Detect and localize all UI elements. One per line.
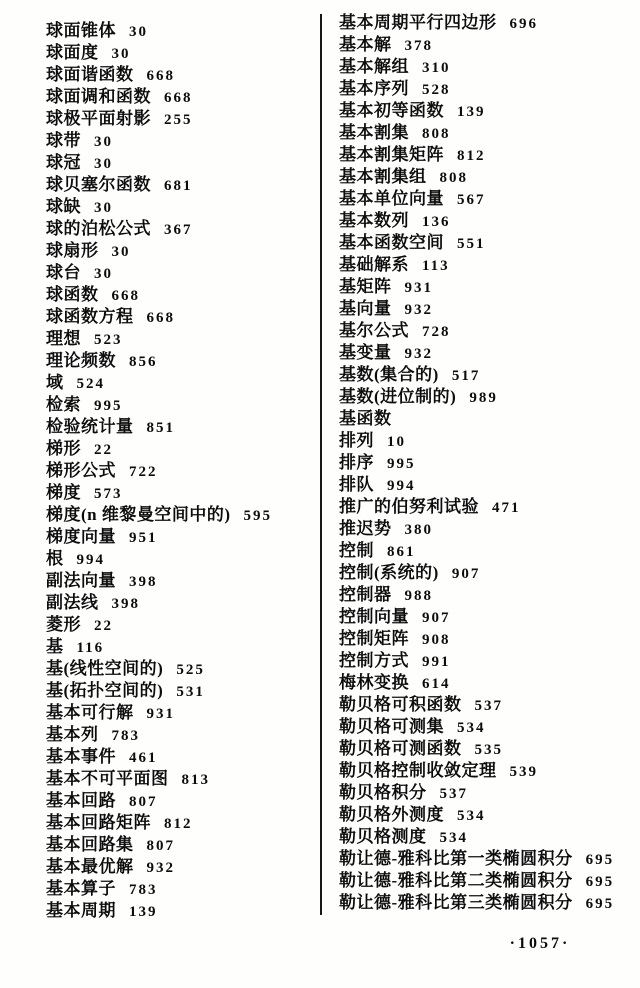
entry-term: 基本回路集 — [46, 835, 134, 854]
index-entry — [339, 430, 637, 452]
entry-page-number: 695 — [585, 896, 615, 912]
entry-term: 控制矩阵 — [339, 629, 409, 648]
entry-term: 基本回路矩阵 — [46, 813, 151, 832]
entry-page-number: 517 — [451, 368, 481, 384]
index-entry — [46, 174, 318, 196]
entry-page-number: 668 — [146, 68, 175, 84]
index-entry — [339, 870, 637, 892]
entry-page-number: 367 — [164, 222, 193, 238]
index-entry — [339, 584, 637, 606]
index-entry — [339, 364, 637, 386]
index-entry — [46, 702, 318, 724]
entry-term: 勒让德-雅科比第一类椭圆积分 — [339, 849, 573, 868]
index-entry — [46, 856, 318, 878]
entry-term: 基向量 — [339, 299, 392, 318]
index-column-left — [46, 20, 318, 922]
entry-term: 梯度向量 — [46, 527, 116, 546]
index-entry — [339, 474, 637, 496]
entry-term: 梯度(n 维黎曼空间中的) — [46, 505, 231, 524]
entry-page-number: 523 — [94, 332, 123, 348]
index-entry — [46, 86, 318, 108]
entry-page-number: 988 — [404, 588, 433, 604]
index-entry — [46, 812, 318, 834]
entry-page-number: 807 — [129, 794, 158, 810]
entry-term: 排队 — [339, 475, 374, 494]
index-entry — [339, 78, 637, 100]
entry-page-number: 595 — [243, 508, 273, 524]
index-entry — [339, 100, 637, 122]
entry-term: 勒贝格控制收敛定理 — [339, 761, 497, 780]
entry-page-number: 728 — [422, 324, 451, 340]
index-entry — [339, 144, 637, 166]
entry-page-number: 30 — [129, 24, 148, 40]
index-entry — [46, 724, 318, 746]
entry-page-number: 139 — [457, 104, 486, 120]
index-entry — [339, 562, 637, 584]
entry-term: 基本数列 — [339, 211, 409, 230]
entry-term: 基本序列 — [339, 79, 409, 98]
index-entry — [339, 848, 637, 870]
entry-page-number: 991 — [422, 654, 451, 670]
entry-term: 勒贝格可测函数 — [339, 739, 462, 758]
index-entry — [46, 108, 318, 130]
entry-page-number: 994 — [387, 478, 416, 494]
entry-page-number: 681 — [164, 178, 193, 194]
index-entry — [339, 672, 637, 694]
entry-term: 域 — [46, 373, 64, 392]
entry-term: 排序 — [339, 453, 374, 472]
entry-term: 基本不可平面图 — [46, 769, 169, 788]
entry-term: 勒贝格外测度 — [339, 805, 444, 824]
entry-page-number: 783 — [111, 728, 140, 744]
entry-page-number: 783 — [129, 882, 158, 898]
index-entry — [339, 496, 637, 518]
index-entry — [339, 540, 637, 562]
entry-page-number: 30 — [94, 200, 113, 216]
index-entry — [46, 834, 318, 856]
index-entry — [46, 746, 318, 768]
entry-term: 基础解系 — [339, 255, 409, 274]
entry-page-number: 310 — [422, 60, 451, 76]
entry-page-number: 551 — [457, 236, 486, 252]
entry-term: 梯度 — [46, 483, 81, 502]
index-entry — [339, 452, 637, 474]
entry-page-number: 908 — [422, 632, 451, 648]
index-entry — [339, 606, 637, 628]
entry-term: 勒让德-雅科比第三类椭圆积分 — [339, 893, 573, 912]
entry-page-number: 812 — [164, 816, 193, 832]
entry-term: 球的泊松公式 — [46, 219, 151, 238]
index-entry — [339, 694, 637, 716]
entry-term: 基本解组 — [339, 57, 409, 76]
entry-term: 基本解 — [339, 35, 392, 54]
entry-page-number: 668 — [164, 90, 193, 106]
entry-term: 基本单位向量 — [339, 189, 444, 208]
entry-page-number: 812 — [457, 148, 486, 164]
index-entry — [339, 716, 637, 738]
entry-page-number: 861 — [387, 544, 416, 560]
index-entry — [339, 760, 637, 782]
index-entry — [339, 342, 637, 364]
entry-term: 球扇形 — [46, 241, 99, 260]
entry-term: 控制 — [339, 541, 374, 560]
index-entry — [46, 284, 318, 306]
entry-term: 球面度 — [46, 43, 99, 62]
entry-page-number: 932 — [404, 346, 433, 362]
entry-term: 球贝塞尔函数 — [46, 175, 151, 194]
entry-term: 推迟势 — [339, 519, 392, 538]
index-entry — [46, 548, 318, 570]
entry-term: 勒贝格测度 — [339, 827, 427, 846]
entry-term: 球面锥体 — [46, 21, 116, 40]
entry-term: 勒贝格可积函数 — [339, 695, 462, 714]
entry-page-number: 995 — [387, 456, 416, 472]
entry-term: 球极平面射影 — [46, 109, 151, 128]
entry-page-number: 528 — [422, 82, 451, 98]
page-number: ·1057· — [509, 935, 571, 952]
entry-page-number: 398 — [129, 574, 158, 590]
index-entry — [339, 650, 637, 672]
entry-page-number: 531 — [176, 684, 205, 700]
entry-term: 基(线性空间的) — [46, 659, 164, 678]
index-entry — [339, 254, 637, 276]
entry-page-number: 539 — [509, 764, 538, 780]
entry-term: 勒贝格积分 — [339, 783, 427, 802]
entry-term: 基数(集合的) — [339, 365, 439, 384]
index-entry — [46, 328, 318, 350]
entry-page-number: 994 — [76, 552, 105, 568]
entry-page-number: 951 — [129, 530, 158, 546]
index-entry — [46, 350, 318, 372]
entry-page-number: 808 — [422, 126, 451, 142]
index-entry — [46, 636, 318, 658]
entry-page-number: 614 — [422, 676, 451, 692]
index-entry — [46, 42, 318, 64]
entry-term: 基(拓扑空间的) — [46, 681, 164, 700]
index-entry — [46, 878, 318, 900]
entry-page-number: 907 — [451, 566, 481, 582]
entry-term: 根 — [46, 549, 64, 568]
entry-term: 球台 — [46, 263, 81, 282]
index-entry — [339, 826, 637, 848]
index-entry — [46, 482, 318, 504]
entry-page-number: 471 — [492, 500, 521, 516]
entry-page-number: 525 — [176, 662, 205, 678]
index-entry — [339, 276, 637, 298]
index-entry — [46, 196, 318, 218]
entry-page-number: 722 — [129, 464, 158, 480]
index-entry — [46, 526, 318, 548]
entry-page-number: 22 — [94, 442, 113, 458]
entry-term: 基 — [46, 637, 64, 656]
entry-term: 控制器 — [339, 585, 392, 604]
entry-term: 基尔公式 — [339, 321, 409, 340]
index-entry — [339, 188, 637, 210]
index-entry — [339, 386, 637, 408]
entry-page-number: 695 — [585, 874, 615, 890]
index-entry — [339, 210, 637, 232]
index-entry — [46, 768, 318, 790]
entry-page-number: 136 — [422, 214, 451, 230]
index-entry — [46, 790, 318, 812]
entry-page-number: 537 — [474, 698, 503, 714]
entry-page-number: 113 — [422, 258, 450, 274]
entry-term: 基本割集 — [339, 123, 409, 142]
entry-page-number: 808 — [439, 170, 468, 186]
entry-page-number: 907 — [422, 610, 451, 626]
index-entry — [46, 416, 318, 438]
index-entry — [339, 738, 637, 760]
entry-page-number: 30 — [111, 244, 131, 260]
index-entry — [46, 152, 318, 174]
entry-page-number: 139 — [129, 904, 158, 920]
entry-page-number: 22 — [94, 618, 113, 634]
entry-term: 副法线 — [46, 593, 99, 612]
entry-term: 理论频数 — [46, 351, 116, 370]
entry-term: 梯形公式 — [46, 461, 116, 480]
index-entry — [46, 680, 318, 702]
index-entry — [46, 64, 318, 86]
entry-page-number: 696 — [509, 16, 538, 32]
entry-term: 基本算子 — [46, 879, 116, 898]
entry-term: 基变量 — [339, 343, 392, 362]
entry-term: 排列 — [339, 431, 374, 450]
entry-term: 菱形 — [46, 615, 81, 634]
index-entry — [339, 320, 637, 342]
entry-term: 基本可行解 — [46, 703, 134, 722]
entry-term: 控制方式 — [339, 651, 409, 670]
entry-page-number: 807 — [146, 838, 175, 854]
entry-page-number: 567 — [457, 192, 486, 208]
index-entry — [46, 570, 318, 592]
entry-term: 勒贝格可测集 — [339, 717, 444, 736]
index-entry — [46, 240, 318, 262]
entry-term: 基本最优解 — [46, 857, 134, 876]
index-entry — [46, 592, 318, 614]
entry-page-number: 851 — [146, 420, 175, 436]
entry-term: 基本周期平行四边形 — [339, 13, 497, 32]
entry-page-number: 813 — [181, 772, 210, 788]
index-entry — [46, 460, 318, 482]
entry-page-number: 534 — [457, 720, 486, 736]
index-entry — [46, 130, 318, 152]
entry-page-number: 932 — [404, 302, 433, 318]
entry-page-number: 30 — [111, 46, 131, 62]
index-entry — [339, 166, 637, 188]
index-column-right — [339, 12, 637, 914]
index-entry — [339, 232, 637, 254]
entry-term: 球面调和函数 — [46, 87, 151, 106]
column-divider-line — [320, 14, 322, 915]
entry-term: 理想 — [46, 329, 81, 348]
entry-page-number: 380 — [404, 522, 433, 538]
entry-term: 梯形 — [46, 439, 81, 458]
entry-term: 勒让德-雅科比第二类椭圆积分 — [339, 871, 573, 890]
index-entry — [339, 518, 637, 540]
entry-term: 控制(系统的) — [339, 563, 439, 582]
entry-term: 推广的伯努利试验 — [339, 497, 479, 516]
entry-term: 基本函数空间 — [339, 233, 444, 252]
entry-term: 球带 — [46, 131, 81, 150]
entry-term: 球函数 — [46, 285, 99, 304]
entry-term: 检索 — [46, 395, 81, 414]
entry-page-number: 932 — [146, 860, 175, 876]
entry-term: 梅林变换 — [339, 673, 409, 692]
entry-page-number: 534 — [457, 808, 486, 824]
entry-term: 基数(进位制的) — [339, 387, 457, 406]
entry-page-number: 10 — [387, 434, 406, 450]
index-entry — [46, 262, 318, 284]
index-entry — [339, 892, 637, 914]
index-entry — [339, 12, 637, 34]
index-entry — [46, 306, 318, 328]
entry-page-number: 931 — [146, 706, 175, 722]
entry-page-number: 255 — [164, 112, 193, 128]
entry-page-number: 695 — [585, 852, 615, 868]
entry-term: 基函数 — [339, 409, 392, 428]
entry-term: 基本列 — [46, 725, 99, 744]
index-entry — [339, 34, 637, 56]
index-entry — [339, 782, 637, 804]
index-entry — [46, 20, 318, 42]
entry-page-number: 668 — [146, 310, 175, 326]
index-entry — [46, 658, 318, 680]
index-entry — [46, 372, 318, 394]
entry-page-number: 30 — [94, 156, 113, 172]
entry-page-number: 989 — [469, 390, 498, 406]
entry-term: 控制向量 — [339, 607, 409, 626]
entry-term: 基本事件 — [46, 747, 116, 766]
entry-page-number: 534 — [439, 830, 468, 846]
index-entry — [339, 804, 637, 826]
entry-term: 基矩阵 — [339, 277, 392, 296]
entry-page-number: 535 — [474, 742, 503, 758]
entry-term: 检验统计量 — [46, 417, 134, 436]
index-entry — [46, 504, 318, 526]
entry-page-number: 30 — [94, 266, 113, 282]
index-entry — [339, 408, 637, 430]
index-entry — [339, 122, 637, 144]
entry-term: 基本周期 — [46, 901, 116, 920]
entry-page-number: 995 — [94, 398, 123, 414]
entry-term: 球面谐函数 — [46, 65, 134, 84]
entry-term: 基本初等函数 — [339, 101, 444, 120]
entry-page-number: 668 — [111, 288, 140, 304]
entry-page-number: 30 — [94, 134, 113, 150]
entry-page-number: 537 — [439, 786, 468, 802]
index-entry — [46, 614, 318, 636]
entry-page-number: 116 — [76, 640, 105, 656]
index-entry — [339, 56, 637, 78]
entry-page-number: 524 — [76, 376, 105, 392]
entry-term: 基本割集矩阵 — [339, 145, 444, 164]
entry-page-number: 856 — [129, 354, 158, 370]
index-entry — [339, 628, 637, 650]
entry-page-number: 461 — [129, 750, 158, 766]
index-entry — [46, 900, 318, 922]
entry-term: 副法向量 — [46, 571, 116, 590]
index-entry — [46, 218, 318, 240]
index-entry — [46, 438, 318, 460]
entry-term: 球函数方程 — [46, 307, 134, 326]
entry-term: 球冠 — [46, 153, 81, 172]
entry-page-number: 931 — [404, 280, 433, 296]
entry-term: 基本割集组 — [339, 167, 427, 186]
entry-page-number: 398 — [111, 596, 140, 612]
index-entry — [339, 298, 637, 320]
entry-term: 球缺 — [46, 197, 81, 216]
entry-page-number: 378 — [404, 38, 433, 54]
entry-term: 基本回路 — [46, 791, 116, 810]
entry-page-number: 573 — [94, 486, 123, 502]
index-entry — [46, 394, 318, 416]
